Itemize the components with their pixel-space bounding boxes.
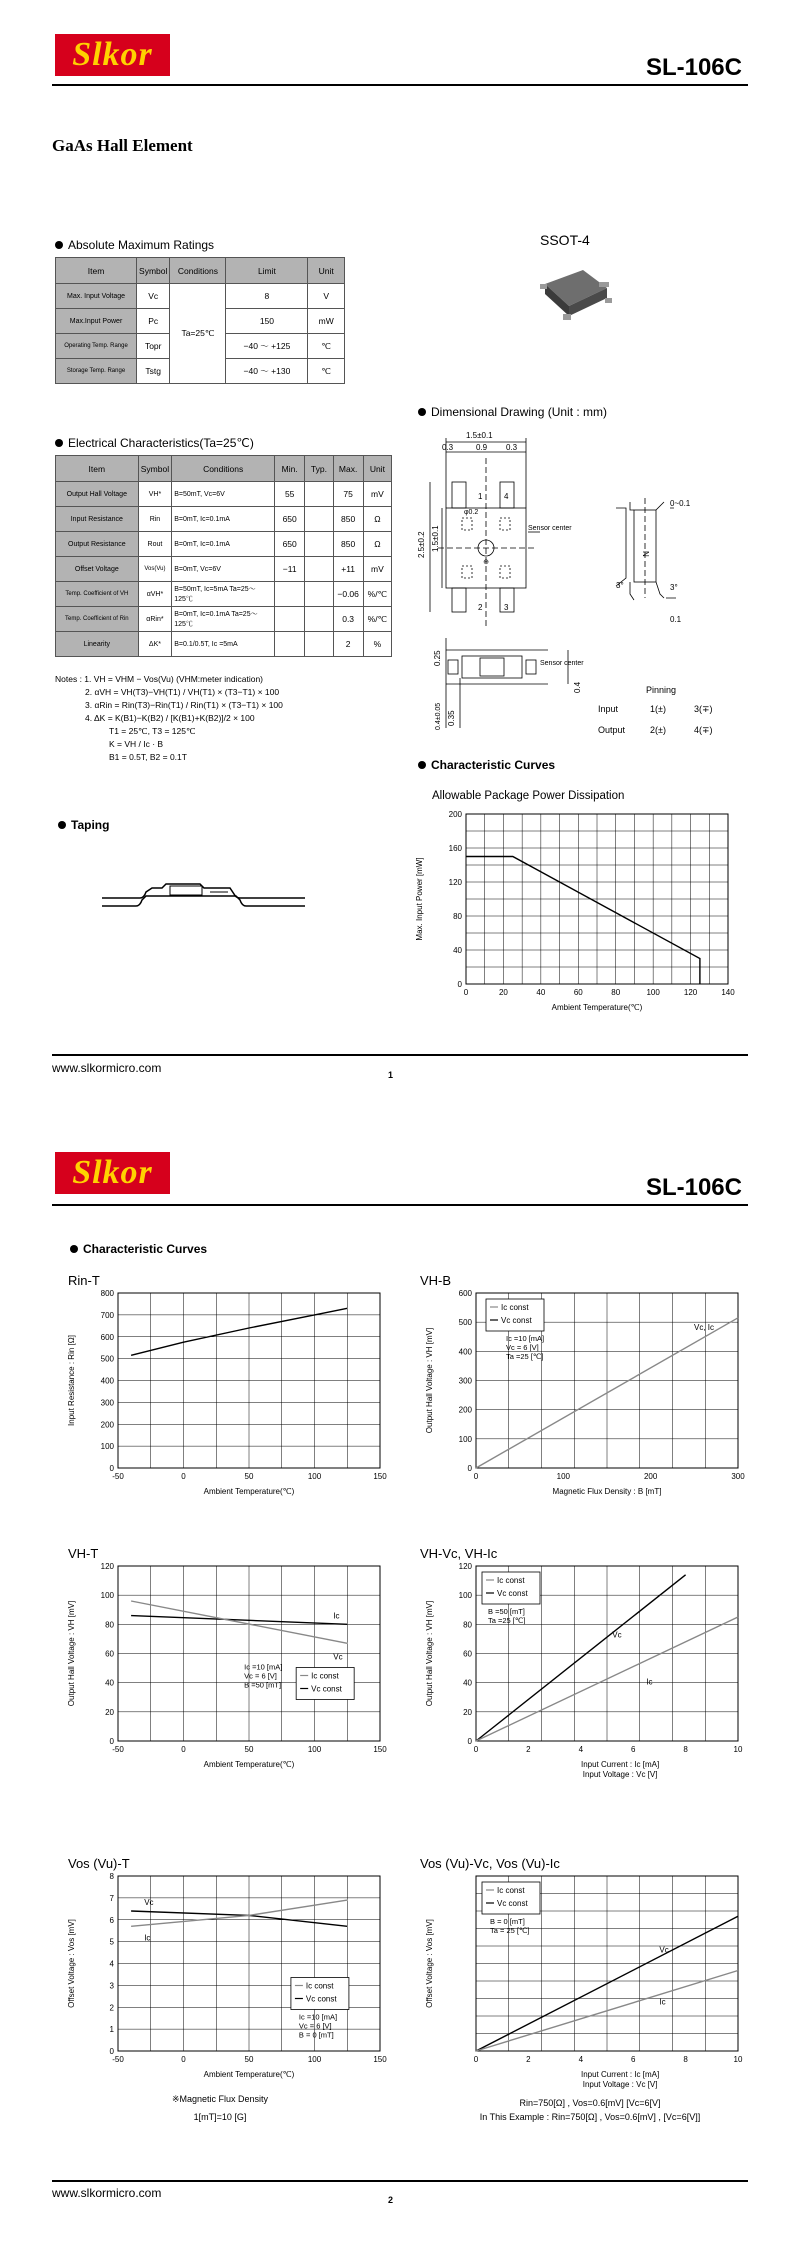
dim-label: 0.1 xyxy=(670,615,682,624)
dim-label: 0~0.1 xyxy=(670,499,691,508)
dimensional-drawing xyxy=(418,428,758,738)
condition-text: Ic =10 [mA] xyxy=(244,1662,283,1672)
x-tick-label: 2 xyxy=(526,2055,531,2064)
x-axis-label: Ambient Temperature(℃) xyxy=(203,2070,295,2079)
x-tick-label: 2 xyxy=(526,1745,531,1754)
y-tick-label: 0 xyxy=(109,2047,114,2056)
x-axis-label: Input Current : Ic [mA] xyxy=(580,2070,660,2079)
x-tick-label: 150 xyxy=(373,1745,387,1754)
condition-text: Ta =25 [℃] xyxy=(506,1352,544,1361)
table-cell: Ω xyxy=(363,507,391,532)
x-tick-label: 10 xyxy=(733,2055,743,2064)
rin-note: Rin=750[Ω] , Vos=0.6[mV] [Vc=6[V] xyxy=(519,2098,661,2108)
table-cell: +11 xyxy=(333,557,363,582)
table-cell xyxy=(305,582,333,607)
x-axis-label: Magnetic Flux Density : B [mT] xyxy=(552,1487,662,1496)
note-line: Notes : 1. VH = VHM − Vos(Vu) (VHM:meter indication) xyxy=(55,674,264,684)
table-cell: 650 xyxy=(275,532,305,557)
abs-max-table xyxy=(55,257,345,384)
x-tick-label: 0 xyxy=(473,1745,479,1754)
table-cell: B=0mT, Ic=0.1mA xyxy=(172,507,275,532)
table-cell: VH* xyxy=(138,482,172,507)
table-cell: Vc xyxy=(137,284,170,309)
header-rule xyxy=(52,1204,748,1206)
table-cell: Output Resistance xyxy=(56,532,139,557)
x-tick-label: 300 xyxy=(731,1472,745,1481)
x-tick-label: 140 xyxy=(721,988,735,997)
note-line: K = VH / Ic · B xyxy=(109,739,164,749)
condition-text: B =50 [mT] xyxy=(488,1607,525,1616)
y-tick-label: 0 xyxy=(109,1464,114,1473)
series-line xyxy=(131,1308,347,1355)
pinning-name: Input xyxy=(598,704,619,714)
x-tick-label: 100 xyxy=(556,1472,571,1481)
y-axis-label: Offset Voltage : Vos [mV] xyxy=(425,1919,434,2008)
svg-text:⊕: ⊕ xyxy=(483,559,489,566)
pin-label: 2 xyxy=(478,603,483,612)
condition-text: Vc = 6 [V] xyxy=(298,2021,332,2031)
th-unit: Unit xyxy=(363,456,391,482)
table-cell: 0.3 xyxy=(333,607,363,632)
table-cell: 850 xyxy=(333,507,363,532)
condition-text: B = 0 [mT] xyxy=(298,2030,334,2040)
y-tick-label: 6 xyxy=(109,1915,114,1925)
y-tick-label: 8 xyxy=(109,1872,114,1881)
page-number: 1 xyxy=(388,1070,394,1080)
chart-power xyxy=(408,806,748,1026)
legend-entry: Vc const xyxy=(497,1899,528,1908)
dim-label: 2.5±0.2 xyxy=(417,531,426,558)
legend-entry: Vc const xyxy=(305,1994,337,2004)
legend-entry: Ic const xyxy=(497,1886,525,1895)
x-tick-label: 60 xyxy=(573,988,583,997)
table-cell: B=0mT, Ic=0.1mA Ta=25～125℃ xyxy=(172,607,275,632)
y-axis-label: Max. Input Power [mW] xyxy=(415,857,424,941)
y-tick-label: 120 xyxy=(100,1562,114,1571)
x-axis-label: Ambient Temperature(℃) xyxy=(203,1760,295,1769)
y-tick-label: 0 xyxy=(457,980,462,989)
table-cell: mV xyxy=(363,557,391,582)
series-line xyxy=(131,1911,347,1926)
y-tick-label: 400 xyxy=(100,1376,114,1386)
table-cell: −40 ～ +125 xyxy=(226,334,308,359)
part-number: SL-106C xyxy=(645,1174,742,1201)
y-tick-label: 100 xyxy=(100,1442,114,1452)
x-tick-label: 150 xyxy=(373,1472,387,1481)
table-cell: Rout xyxy=(138,532,172,557)
series-label: Ic xyxy=(659,1997,666,2007)
y-tick-label: 120 xyxy=(448,878,462,887)
y-tick-label: 600 xyxy=(100,1332,114,1342)
table-cell: Offset Voltage xyxy=(56,557,139,582)
flux-conversion: 1[mT]=10 [G] xyxy=(193,2112,247,2122)
legend-entry: Ic const xyxy=(501,1303,529,1312)
table-cell: % xyxy=(363,632,391,657)
y-tick-label: 500 xyxy=(458,1318,472,1328)
condition-text: Vc = 6 [V] xyxy=(244,1671,277,1681)
y-tick-label: 40 xyxy=(105,1678,114,1688)
series-line xyxy=(131,1601,347,1643)
x-tick-label: 100 xyxy=(646,988,660,997)
x-tick-label: 50 xyxy=(244,1745,254,1754)
chart-title: Vos (Vu)-T xyxy=(68,1856,130,1871)
chart-vh-b xyxy=(418,1285,758,1510)
dim-label: 0.4 xyxy=(573,681,582,693)
table-cell: αRin* xyxy=(138,607,172,632)
table-cell: Max.Input Power xyxy=(56,309,137,334)
condition-text: Vc = 6 [V] xyxy=(506,1343,539,1352)
table-cell xyxy=(305,482,333,507)
pin-label: 4 xyxy=(504,492,509,501)
legend-entry: Vc const xyxy=(311,1684,342,1694)
x-tick-label: 0 xyxy=(473,2055,479,2064)
th-symbol: Symbol xyxy=(137,258,170,284)
footer-url[interactable]: www.slkormicro.com xyxy=(52,2186,162,2200)
char-title-p1: Characteristic Curves xyxy=(418,758,555,772)
y-axis-label: Output Hall Voltage : VH [mV] xyxy=(425,1327,434,1434)
table-cell: −40 ～ +130 xyxy=(226,359,308,384)
footer-url[interactable]: www.slkormicro.com xyxy=(52,1061,162,1075)
y-tick-label: 0 xyxy=(467,1464,472,1473)
y-tick-label: 60 xyxy=(463,1649,472,1659)
y-tick-label: 80 xyxy=(463,1620,472,1630)
table-cell: 850 xyxy=(333,532,363,557)
table-cell: αVH* xyxy=(138,582,172,607)
header-rule xyxy=(52,84,748,86)
table-cell: Operating Temp. Range xyxy=(56,334,137,359)
table-cell: 150 xyxy=(226,309,308,334)
x-axis-label: Input Current : Ic [mA] xyxy=(580,1760,660,1769)
y-tick-label: 100 xyxy=(458,1591,472,1601)
package-image xyxy=(535,262,615,332)
table-cell: Output Hall Voltage xyxy=(56,482,139,507)
note-line: 4. ΔK = K(B1)−K(B2) / [K(B1)+K(B2)]/2 × 100 xyxy=(85,713,255,723)
elec-table xyxy=(55,455,392,657)
legend-entry: Vc const xyxy=(497,1589,528,1598)
x-tick-label: 0 xyxy=(463,988,469,997)
y-tick-label: 100 xyxy=(100,1591,114,1601)
x-tick-label: -50 xyxy=(112,1472,124,1481)
table-cell: 75 xyxy=(333,482,363,507)
x-axis-label: Input Voltage : Vc [V] xyxy=(582,2080,658,2089)
table-cell: Ta=25℃ xyxy=(170,284,226,384)
pin-label: 1 xyxy=(478,492,483,501)
y-tick-label: 300 xyxy=(100,1398,114,1408)
svg-text:N: N xyxy=(641,551,650,557)
table-cell: Temp. Coefficient of Rin xyxy=(56,607,139,632)
condition-text: Ta = 25 [℃] xyxy=(490,1926,530,1935)
condition-text: B = 0 [mT] xyxy=(490,1917,525,1926)
series-label: Ic xyxy=(646,1677,653,1687)
table-cell: B=0mT, Vc=6V xyxy=(172,557,275,582)
x-tick-label: 0 xyxy=(181,1745,186,1754)
notes-block xyxy=(55,673,283,764)
table-cell: Topr xyxy=(137,334,170,359)
dim-label: 1.5±0.1 xyxy=(466,431,493,440)
y-tick-label: 2 xyxy=(109,2003,114,2013)
th-item: Item xyxy=(56,456,139,482)
th-max: Max. xyxy=(333,456,363,482)
table-cell: 2 xyxy=(333,632,363,657)
char-title-p2: Characteristic Curves xyxy=(70,1242,207,1256)
y-tick-label: 7 xyxy=(109,1893,114,1903)
table-cell: %/℃ xyxy=(363,582,391,607)
th-limit: Limit xyxy=(226,258,308,284)
y-tick-label: 1 xyxy=(109,2025,114,2035)
x-tick-label: 10 xyxy=(733,1745,743,1754)
table-cell: Linearity xyxy=(56,632,139,657)
abs-max-title: Absolute Maximum Ratings xyxy=(55,238,214,252)
legend-entry: Vc const xyxy=(501,1316,532,1325)
taping-title: Taping xyxy=(58,818,109,832)
series-line xyxy=(466,857,700,985)
series-label: Vc xyxy=(144,1898,154,1907)
table-cell: Input Resistance xyxy=(56,507,139,532)
x-tick-label: 4 xyxy=(578,2055,584,2064)
table-cell: ℃ xyxy=(308,334,345,359)
x-tick-label: 20 xyxy=(498,988,508,997)
th-typ: Typ. xyxy=(305,456,333,482)
x-tick-label: 50 xyxy=(244,1472,254,1481)
y-tick-label: 80 xyxy=(453,912,462,921)
chart-vos-t xyxy=(60,1868,400,2093)
condition-text: Ic =10 [mA] xyxy=(506,1334,545,1343)
elec-title: Electrical Characteristics(Ta=25℃) xyxy=(55,436,254,450)
x-tick-label: 200 xyxy=(643,1472,658,1481)
x-tick-label: 0 xyxy=(473,1472,479,1481)
note-line: 2. αVH = VH(T3)−VH(T1) / VH(T1) × (T3−T1) × 100 xyxy=(85,687,280,697)
x-tick-label: -50 xyxy=(112,1745,124,1754)
pinning-pins: 2(±) xyxy=(650,725,666,735)
th-item: Item xyxy=(56,258,137,284)
y-tick-label: 20 xyxy=(463,1707,472,1717)
example-note: In This Example : Rin=750[Ω] , Vos=0.6[mV] , [Vc=6[V]] xyxy=(479,2112,701,2122)
y-tick-label: 5 xyxy=(109,1937,114,1947)
y-tick-label: 300 xyxy=(458,1376,472,1386)
x-tick-label: 100 xyxy=(307,1472,322,1481)
pinning-title: Pinning xyxy=(646,685,677,695)
chart-title: VH-Vc, VH-Ic xyxy=(420,1546,498,1561)
dim-label: 1.5±0.1 xyxy=(431,525,440,552)
pinning-name: Output xyxy=(598,725,626,735)
brand-logo: Slkor xyxy=(55,34,170,76)
note-line: T1 = 25℃, T3 = 125℃ xyxy=(109,726,196,736)
x-tick-label: 8 xyxy=(683,2055,688,2064)
table-cell: Tstg xyxy=(137,359,170,384)
table-cell: B=50mT, Vc=6V xyxy=(172,482,275,507)
table-cell: ΔK* xyxy=(138,632,172,657)
x-tick-label: 50 xyxy=(244,2055,254,2064)
dim-label: Sensor center xyxy=(540,660,584,667)
x-tick-label: 40 xyxy=(536,988,546,997)
x-axis-label: Input Voltage : Vc [V] xyxy=(582,1770,658,1779)
dim-label: 0.3 xyxy=(442,443,454,452)
table-cell: B=0.1/0.5T, Ic =5mA xyxy=(172,632,275,657)
table-cell: Pc xyxy=(137,309,170,334)
table-cell: −0.06 xyxy=(333,582,363,607)
pinning-pins: 3(∓) xyxy=(694,704,713,714)
y-tick-label: 3 xyxy=(109,1981,114,1991)
chart-title: VH-B xyxy=(420,1273,452,1288)
x-tick-label: 120 xyxy=(683,988,698,997)
table-cell: 8 xyxy=(226,284,308,309)
table-cell xyxy=(275,632,305,657)
table-cell: ℃ xyxy=(308,359,345,384)
x-tick-label: 6 xyxy=(630,1745,636,1754)
x-tick-label: 150 xyxy=(373,2055,387,2064)
dim-label: 3° xyxy=(616,581,624,590)
x-tick-label: 100 xyxy=(307,2055,322,2064)
y-axis-label: Offset Voltage : Vos [mV] xyxy=(67,1919,76,2008)
th-conditions: Conditions xyxy=(172,456,275,482)
y-tick-label: 200 xyxy=(448,810,462,819)
y-axis-label: Output Hall Voltage : VH [mV] xyxy=(67,1600,76,1707)
table-cell xyxy=(305,507,333,532)
th-symbol: Symbol xyxy=(138,456,172,482)
x-axis-label: Ambient Temperature(℃) xyxy=(551,1003,643,1012)
y-tick-label: 0 xyxy=(467,1737,472,1746)
legend-entry: Ic const xyxy=(497,1576,525,1585)
note-line: 3. αRin = Rin(T3)−Rin(T1) / Rin(T1) × (T3−T1) × 100 xyxy=(85,700,283,710)
table-cell: mW xyxy=(308,309,345,334)
part-number: SL-106C xyxy=(645,54,742,81)
pinning-pins: 1(±) xyxy=(650,704,666,714)
note-line: B1 = 0.5T, B2 = 0.1T xyxy=(109,752,187,762)
condition-text: Ic =10 [mA] xyxy=(298,2012,338,2022)
dimensional-title: Dimensional Drawing (Unit : mm) xyxy=(418,405,607,419)
chart-title: Rin-T xyxy=(68,1273,100,1288)
package-name: SSOT-4 xyxy=(540,232,590,248)
legend-entry: Ic const xyxy=(305,1981,334,1991)
table-cell xyxy=(305,557,333,582)
y-axis-label: Output Hall Voltage : VH [mV] xyxy=(425,1600,434,1707)
y-tick-label: 60 xyxy=(105,1649,114,1659)
y-tick-label: 80 xyxy=(105,1620,114,1630)
x-tick-label: 0 xyxy=(181,1472,186,1481)
x-tick-label: 4 xyxy=(578,1745,584,1754)
dim-label: Sensor center xyxy=(528,525,572,532)
series-label: Vc, Ic xyxy=(694,1322,715,1332)
y-tick-label: 800 xyxy=(100,1289,114,1298)
chart-vh-vc xyxy=(418,1558,758,1783)
x-tick-label: 80 xyxy=(611,988,621,997)
table-cell: V xyxy=(308,284,345,309)
dim-label: 0.25 xyxy=(433,650,442,666)
series-line xyxy=(131,1616,347,1625)
y-tick-label: 160 xyxy=(448,844,462,853)
product-title: GaAs Hall Element xyxy=(52,136,193,155)
x-tick-label: 8 xyxy=(683,1745,688,1754)
y-tick-label: 700 xyxy=(100,1310,114,1320)
dim-label: 0.35 xyxy=(447,710,456,726)
th-conditions: Conditions xyxy=(170,258,226,284)
x-tick-label: 6 xyxy=(630,2055,636,2064)
table-cell: 55 xyxy=(275,482,305,507)
pin-label: 3 xyxy=(504,603,509,612)
brand-logo: Slkor xyxy=(55,1152,170,1194)
table-cell: Storage Temp. Range xyxy=(56,359,137,384)
dim-label: φ0.2 xyxy=(464,509,479,516)
footer-rule xyxy=(52,1054,748,1056)
table-cell: Vos(Vu) xyxy=(138,557,172,582)
y-tick-label: 0 xyxy=(109,1737,114,1746)
table-cell: Rin xyxy=(138,507,172,532)
th-min: Min. xyxy=(275,456,305,482)
power-chart-title: Allowable Package Power Dissipation xyxy=(432,790,625,802)
y-tick-label: 500 xyxy=(100,1354,114,1364)
table-cell: %/℃ xyxy=(363,607,391,632)
y-tick-label: 200 xyxy=(100,1420,114,1430)
page-number: 2 xyxy=(388,2195,394,2205)
table-cell: Max. Input Voltage xyxy=(56,284,137,309)
table-cell xyxy=(305,632,333,657)
table-cell xyxy=(305,607,333,632)
footer-rule xyxy=(52,2180,748,2182)
series-label: Ic xyxy=(333,1611,340,1621)
y-tick-label: 40 xyxy=(453,946,462,955)
series-label: Vc xyxy=(612,1630,622,1640)
pinning-pins: 4(∓) xyxy=(694,725,713,735)
x-tick-label: -50 xyxy=(112,2055,124,2064)
table-cell: 650 xyxy=(275,507,305,532)
x-axis-label: Ambient Temperature(℃) xyxy=(203,1487,295,1496)
table-cell: −11 xyxy=(275,557,305,582)
y-tick-label: 4 xyxy=(109,1959,114,1969)
y-tick-label: 200 xyxy=(458,1405,472,1415)
table-cell: B=0mT, Ic=0.1mA xyxy=(172,532,275,557)
series-label: Vc xyxy=(333,1652,343,1662)
chart-vh-t xyxy=(60,1558,400,1783)
table-cell: mV xyxy=(363,482,391,507)
legend-entry: Ic const xyxy=(311,1671,339,1681)
y-tick-label: 120 xyxy=(458,1562,472,1571)
chart-title: VH-T xyxy=(68,1546,99,1561)
condition-text: Ta =25 [℃] xyxy=(488,1616,526,1625)
y-tick-label: 600 xyxy=(458,1289,472,1298)
chart-rin-t xyxy=(60,1285,400,1510)
flux-note: ※Magnetic Flux Density xyxy=(171,2094,269,2104)
x-tick-label: 100 xyxy=(307,1745,322,1754)
chart-vos-vc xyxy=(418,1868,758,2093)
x-tick-label: 0 xyxy=(181,2055,186,2064)
th-unit: Unit xyxy=(308,258,345,284)
series-label: Vc xyxy=(659,1945,669,1955)
dim-label: 0.9 xyxy=(476,443,488,452)
table-cell xyxy=(305,532,333,557)
table-cell: B=50mT, Ic=5mA Ta=25～125℃ xyxy=(172,582,275,607)
dim-label: 3° xyxy=(670,583,678,592)
taping-drawing xyxy=(100,880,310,920)
table-cell: Ω xyxy=(363,532,391,557)
condition-text: B =50 [mT] xyxy=(244,1680,282,1690)
table-cell: Temp. Coefficient of VH xyxy=(56,582,139,607)
table-cell xyxy=(275,607,305,632)
table-cell xyxy=(275,582,305,607)
dim-label: 0.4±0.05 xyxy=(435,702,442,730)
series-label: Ic xyxy=(144,1933,151,1943)
y-tick-label: 40 xyxy=(463,1678,472,1688)
dim-label: 0.3 xyxy=(506,443,518,452)
y-tick-label: 20 xyxy=(105,1707,114,1717)
y-tick-label: 100 xyxy=(458,1434,472,1444)
y-axis-label: Input Resistance : Rin [Ω] xyxy=(67,1335,76,1426)
chart-title: Vos (Vu)-Vc, Vos (Vu)-Ic xyxy=(420,1856,560,1871)
y-tick-label: 400 xyxy=(458,1347,472,1357)
